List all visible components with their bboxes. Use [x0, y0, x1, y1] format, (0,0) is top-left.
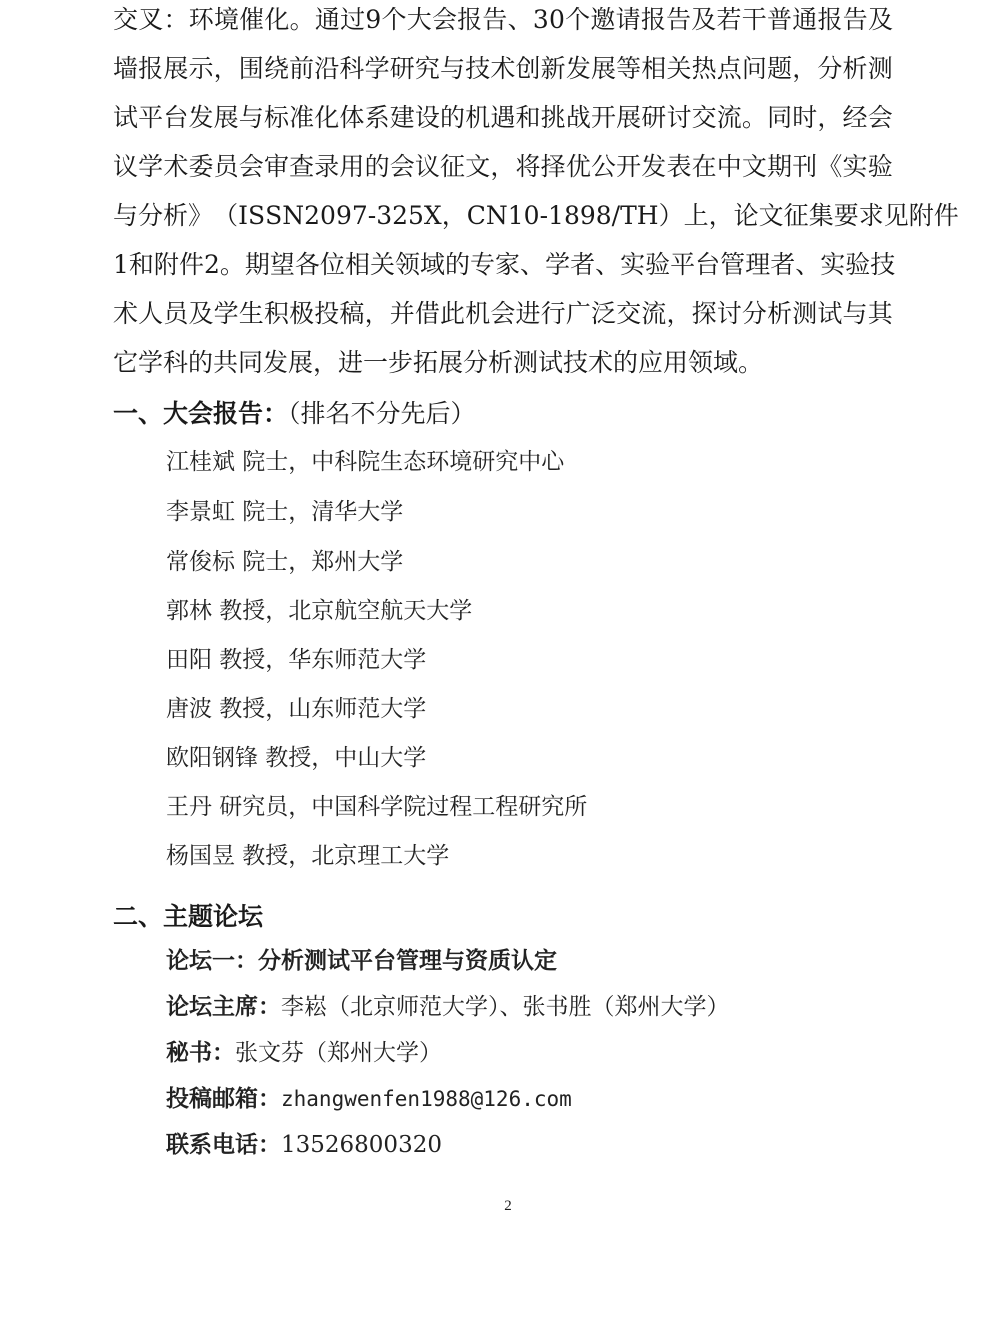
intro-line-5: 与 分 析 》 （ I S S N 2 0 9 7 - 3 2 5 X ， C N 1 0 - 1 8 9 8 / T H ） 上 ， 论 文 征 集 要 求 见 附 件	[113, 201, 959, 230]
intro-line-8: 它学科的共同发展，进一步拓展分析测试技术的应用领域。	[113, 348, 764, 377]
intro-line-7: 术 人 员 及 学 生 积 极 投 稿 ， 并 借 此 机 会 进 行 广 泛 交 流 ， 探 讨 分 析 测 试 与 其	[113, 299, 893, 328]
speaker-item: 田阳 教授，华东师范大学	[166, 647, 427, 673]
speaker-item: 江桂斌 院士，中科院生态环境研究中心	[166, 449, 565, 475]
speaker-item: 常俊标 院士，郑州大学	[166, 549, 404, 575]
speaker-item: 唐波 教授，山东师范大学	[166, 696, 427, 722]
section-heading-plenary	[113, 394, 476, 434]
forum-secretary-value: 张文芬（郑州大学）	[235, 1040, 442, 1066]
section-title: 一、大会报告：	[113, 399, 289, 428]
forum-phone-label: 联系电话：	[166, 1132, 281, 1158]
speaker-item: 李景虹 院士，清华大学	[166, 499, 404, 525]
intro-line-3: 试 平 台 发 展 与 标 准 化 体 系 建 设 的 机 遇 和 挑 战 开 展 研 讨 交 流 。 同 时 ， 经 会	[113, 103, 893, 132]
speaker-item: 郭林 教授，北京航空航天大学	[166, 598, 473, 624]
forum-secretary	[166, 1034, 442, 1072]
forum-chair	[166, 988, 730, 1026]
speaker-item: 欧阳钢锋 教授，中山大学	[166, 745, 427, 771]
intro-line-1: 交 叉 ： 环 境 催 化 。 通 过 9 个 大 会 报 告 、 3 0 个 邀 请 报 告 及 若 干 普 通 报 告 及	[113, 5, 893, 34]
section-note: （排名不分先后）	[288, 399, 476, 428]
intro-line-6: 1 和 附 件 2 。 期 望 各 位 相 关 领 域 的 专 家 、 学 者 、 实 验 平 台 管 理 者 、 实 验 技	[113, 250, 896, 279]
intro-line-4: 议 学 术 委 员 会 审 查 录 用 的 会 议 征 文 ， 将 择 优 公 开 发 表 在 中 文 期 刊 《 实 验	[113, 152, 893, 181]
forum-phone	[166, 1126, 442, 1164]
forum-email-label: 投稿邮箱：	[166, 1086, 281, 1112]
forum-email	[166, 1080, 572, 1118]
forum-chair-label: 论坛主席：	[166, 994, 281, 1020]
forum-phone-value: 13526800320	[281, 1132, 442, 1158]
speaker-item: 王丹 研究员，中国科学院过程工程研究所	[166, 794, 588, 820]
forum-title: 论坛一：分析测试平台管理与资质认定	[166, 948, 557, 974]
section-heading-forums	[113, 897, 263, 937]
section-title: 二、主题论坛	[113, 902, 264, 931]
intro-line-2: 墙 报 展 示 ， 围 绕 前 沿 科 学 研 究 与 技 术 创 新 发 展 等 相 关 热 点 问 题 ， 分 析 测	[113, 54, 893, 83]
speaker-item: 杨国昱 教授，北京理工大学	[166, 843, 450, 869]
page-number: 2	[504, 1198, 512, 1214]
forum-email-value: zhangwenfen1988@126.com	[281, 1087, 572, 1111]
forum-chair-value: 李崧（北京师范大学）、张书胜（郑州大学）	[281, 994, 730, 1020]
forum-secretary-label: 秘书：	[166, 1040, 235, 1066]
